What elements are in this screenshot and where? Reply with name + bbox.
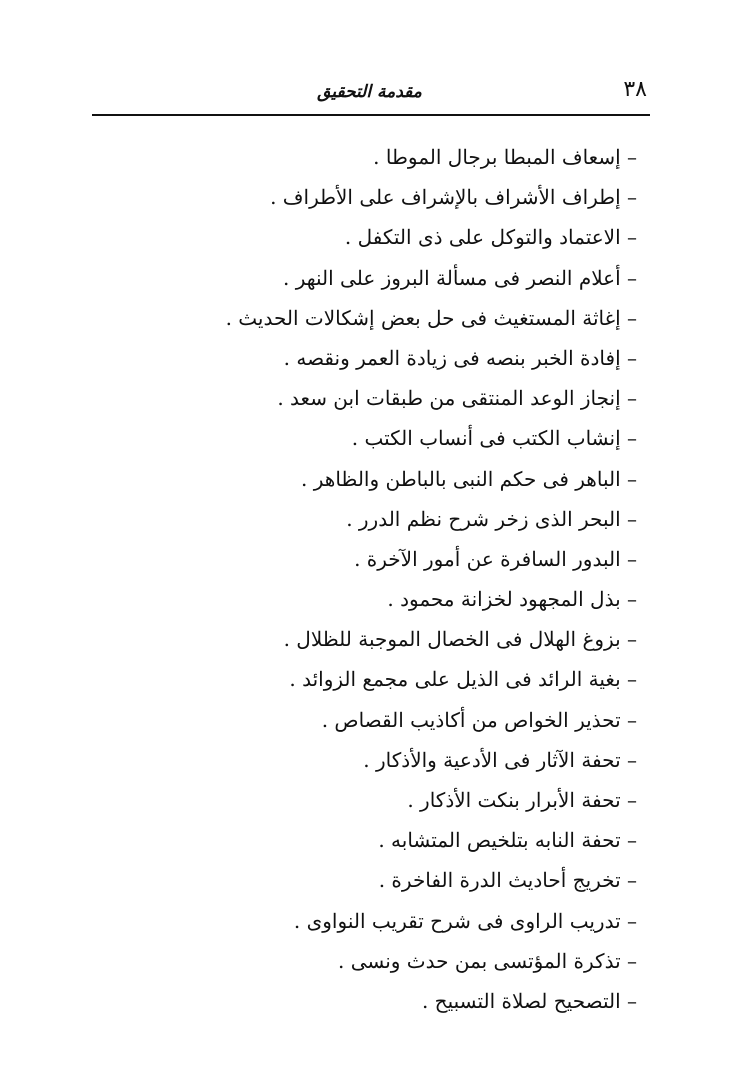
header-divider <box>92 114 650 116</box>
list-item: – تحذير الخواص من أكاذيب القصاص . <box>321 707 637 732</box>
title-list <box>226 137 637 1021</box>
list-item: – البدور السافرة عن أمور الآخرة . <box>354 546 637 571</box>
list-item: – إطراف الأشراف بالإشراف على الأطراف . <box>270 185 637 210</box>
list-item: – تخريج أحاديث الدرة الفاخرة . <box>378 868 637 893</box>
list-item: – إنجاز الوعد المنتقى من طبقات ابن سعد . <box>277 386 637 411</box>
list-item: – الباهر فى حكم النبى بالباطن والظاهر . <box>301 466 637 491</box>
page-number: ٣٨ <box>623 77 647 102</box>
list-item: – بذل المجهود لخزانة محمود . <box>387 587 637 612</box>
list-item: – إفادة الخبر بنصه فى زيادة العمر ونقصه . <box>283 345 637 370</box>
list-item: – بغية الرائد فى الذيل على مجمع الزوائد . <box>289 667 637 692</box>
list-item: – البحر الذى زخر شرح نظم الدرر . <box>346 506 637 531</box>
list-item: – بزوغ الهلال فى الخصال الموجبة للظلال . <box>283 627 637 652</box>
header-title: مقدمة التحقيق <box>317 82 422 102</box>
list-item: – التصحيح لصلاة التسبيح . <box>421 988 637 1013</box>
list-item: – تذكرة المؤتسى بمن حدث ونسى . <box>337 948 637 973</box>
list-item: – تحفة النابه بتلخيص المتشابه . <box>378 828 637 853</box>
list-item: – إسعاف المبطا برجال الموطا . <box>373 145 637 169</box>
list-item: – تدريب الراوى فى شرح تقريب النواوى . <box>293 908 637 933</box>
list-item: – تحفة الأبرار بنكت الأذكار . <box>407 788 637 812</box>
list-item: – تحفة الآثار فى الأدعية والأذكار . <box>363 747 637 772</box>
list-item: – إغاثة المستغيث فى حل بعض إشكالات الحديث . <box>225 305 637 330</box>
running-head <box>92 76 647 112</box>
list-item: – إنشاب الكتب فى أنساب الكتب . <box>351 426 637 451</box>
list-item: – أعلام النصر فى مسألة البروز على النهر . <box>283 265 637 290</box>
list-item: – الاعتماد والتوكل على ذى التكفل . <box>344 225 637 250</box>
